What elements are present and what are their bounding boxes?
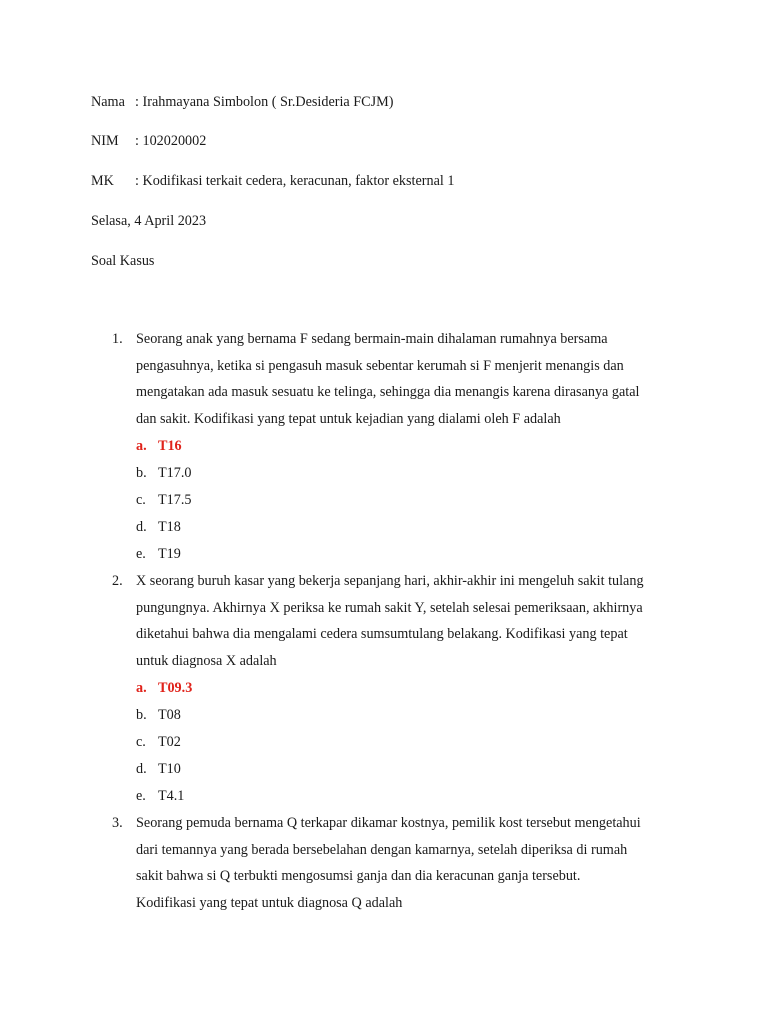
question-line: Kodifikasi yang tepat untuk diagnosa Q adalah: [136, 895, 403, 912]
question-line: mengatakan ada masuk sesuatu ke telinga, sehingga dia menangis karena dirasanya gatal: [136, 384, 640, 401]
answer-option: [136, 729, 678, 756]
mk-label: MK: [91, 173, 114, 189]
option-letter: c.: [136, 733, 146, 750]
question-number: 2.: [112, 573, 123, 589]
option-letter: e.: [136, 787, 146, 804]
answer-option: [136, 702, 678, 729]
question-line: X seorang buruh kasar yang bekerja sepanjang hari, akhir-akhir ini mengeluh sakit tulang: [136, 573, 644, 589]
question-number: 3.: [112, 815, 123, 831]
question-line: dari temannya yang berada bersebelahan dengan kamarnya, setelah diperiksa di rumah: [136, 841, 628, 858]
nim-value: : 102020002: [135, 133, 207, 149]
question-line: sakit bahwa si Q terbukti mengosumsi ganja dan dia keracunan ganja tersebut.: [136, 868, 581, 885]
answer-options: [136, 433, 678, 568]
option-letter: b.: [136, 464, 147, 481]
option-text: T17.0: [158, 464, 192, 481]
option-letter: e.: [136, 545, 146, 562]
question-text: [136, 326, 678, 433]
question-line: dan sakit. Kodifikasi yang tepat untuk kejadian yang dialami oleh F adalah: [136, 411, 561, 428]
option-letter: a.: [136, 437, 147, 454]
nama-value: : Irahmayana Simbolon ( Sr.Desideria FCJM): [135, 94, 394, 110]
option-text: T08: [158, 706, 181, 723]
answer-option: [136, 541, 678, 568]
nama-line: [91, 94, 394, 111]
option-letter: c.: [136, 491, 146, 508]
question-2: [112, 568, 678, 810]
option-text: T19: [158, 545, 181, 562]
answer-options: [136, 675, 678, 810]
question-line: Seorang pemuda bernama Q terkapar dikamar kostnya, pemilik kost tersebut mengetahui: [136, 815, 641, 831]
option-text: T16: [158, 437, 182, 454]
question-line: pengasuhnya, ketika si pengasuh masuk sebentar kerumah si F menjerit menangis dan: [136, 357, 624, 374]
answer-option: [136, 514, 678, 541]
option-text: T09.3: [158, 679, 193, 696]
question-line: untuk diagnosa X adalah: [136, 653, 277, 670]
option-text: T02: [158, 733, 181, 750]
date-line: Selasa, 4 April 2023: [91, 213, 207, 229]
option-text: T10: [158, 760, 181, 777]
question-number: 1.: [112, 331, 123, 347]
option-text: T4.1: [158, 787, 185, 804]
question-1: [112, 326, 678, 568]
question-line: diketahui bahwa dia mengalami cedera sumsumtulang belakang. Kodifikasi yang tepat: [136, 626, 628, 643]
option-letter: a.: [136, 679, 147, 696]
section-title: Soal Kasus: [91, 253, 155, 269]
answer-option: [136, 756, 678, 783]
option-letter: b.: [136, 706, 147, 723]
question-line: pungungnya. Akhirnya X periksa ke rumah sakit Y, setelah selesai pemeriksaan, akhirnya: [136, 599, 643, 616]
nim-line: [91, 133, 206, 150]
mk-line: [91, 173, 454, 190]
option-letter: d.: [136, 760, 147, 777]
nim-label: NIM: [91, 133, 119, 149]
mk-value: : Kodifikasi terkait cedera, keracunan, faktor eksternal 1: [135, 173, 455, 189]
question-3: [112, 810, 678, 917]
question-line: Seorang anak yang bernama F sedang bermain-main dihalaman rumahnya bersama: [136, 331, 608, 347]
answer-option-correct: [136, 433, 678, 460]
answer-option: [136, 783, 678, 810]
question-text: [136, 568, 678, 675]
answer-option: [136, 460, 678, 487]
option-text: T17.5: [158, 491, 192, 508]
option-text: T18: [158, 518, 181, 535]
nama-label: Nama: [91, 94, 125, 110]
answer-option: [136, 487, 678, 514]
question-text: [136, 810, 678, 917]
answer-option-correct: [136, 675, 678, 702]
option-letter: d.: [136, 518, 147, 535]
